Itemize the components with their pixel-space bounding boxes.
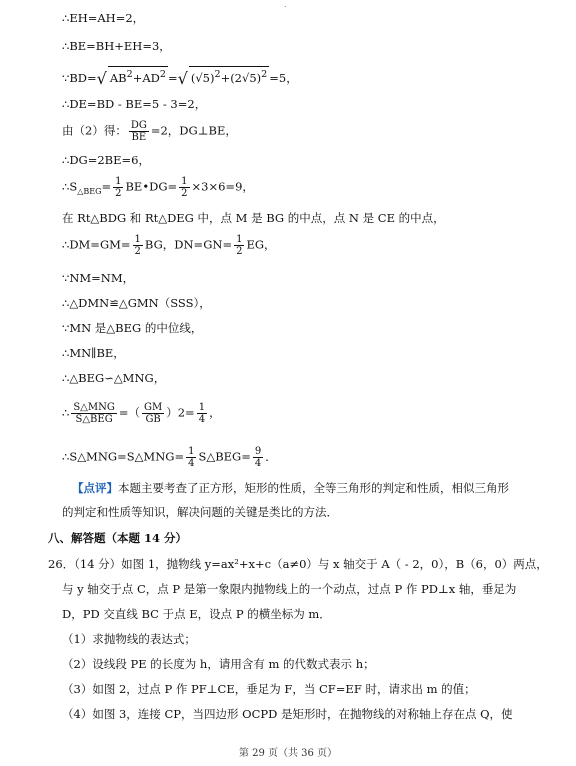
line-similar [62, 370, 536, 386]
text: ∴DE=BD - BE=5 - 3=2， [62, 97, 207, 111]
line-parallel [62, 345, 536, 361]
numerator: 1 [181, 176, 188, 187]
denominator: 4 [198, 414, 206, 425]
text: BG，DN=GN= [144, 237, 233, 252]
review-line-2 [62, 504, 536, 520]
line-be [62, 38, 536, 54]
sup: 2 [126, 69, 133, 80]
line-dg-ratio [62, 120, 536, 143]
text: +(2√5) [220, 70, 262, 85]
numerator: DG [130, 120, 147, 131]
section-title [48, 530, 536, 546]
line-de [62, 96, 536, 112]
q26-sub-1 [62, 631, 536, 647]
line-midpoints [62, 210, 536, 226]
line-nm [62, 270, 536, 286]
q26-line-1 [48, 556, 548, 572]
denominator: 4 [254, 458, 262, 469]
text: 由（2）得： [62, 123, 127, 138]
review-line-1 [72, 480, 536, 496]
fraction [113, 176, 123, 199]
text: （4）如图 3，连接 CP，当四边形 OCPD 是矩形时，在抛物线的对称轴上存在点 Q，使 [62, 707, 513, 721]
review-tag: 【点评】 [72, 481, 118, 495]
text: AB [109, 70, 127, 85]
text: ∵NM=NM， [62, 271, 135, 285]
text: =5， [269, 70, 298, 85]
numerator: 1 [198, 402, 206, 413]
line-bd [62, 66, 536, 87]
numerator: S△MNG [73, 402, 115, 413]
text: ∴ [62, 405, 70, 420]
sup: 2 [214, 69, 221, 80]
line-eh [62, 10, 536, 26]
text: S△BEG= [198, 449, 251, 464]
numerator: 1 [236, 234, 243, 245]
text: 的判定和性质等知识，解决问题的关键是类比的方法． [62, 505, 338, 519]
text: =（ [118, 405, 140, 420]
numerator: 1 [188, 446, 195, 457]
numerator: 9 [254, 446, 262, 457]
text: ×3×6=9， [191, 179, 254, 194]
line-midline [62, 320, 536, 336]
denominator: 2 [134, 246, 141, 257]
text: 在 Rt△BDG 和 Rt△DEG 中，点 M 是 BG 的中点，点 N 是 CE 的中点， [62, 211, 445, 225]
denominator: 2 [236, 246, 243, 257]
text: ∴△BEG∽△MNG， [62, 371, 166, 385]
text: =2，DG⊥BE， [150, 123, 237, 138]
text: 八、解答题（本题 14 分） [48, 531, 188, 545]
sqrt-body [189, 66, 269, 86]
sup: 2 [261, 69, 268, 80]
text: BE•DG= [125, 179, 178, 194]
page-footer: 第 29 页（共 36 页） [238, 748, 338, 759]
fraction [253, 446, 263, 469]
line-congruent [62, 295, 536, 311]
denominator: 2 [181, 188, 188, 199]
line-dg [62, 152, 536, 168]
fraction [142, 402, 164, 425]
text: ∵MN 是△BEG 的中位线， [62, 321, 203, 335]
q26-sub-3 [62, 681, 536, 697]
denominator: BE [131, 132, 147, 143]
numerator: 1 [134, 234, 141, 245]
fraction [179, 176, 189, 199]
denominator: S△BEG [75, 414, 113, 425]
q26-sub-2 [62, 656, 536, 672]
top-mark: . [284, 0, 287, 9]
text: EG， [246, 237, 276, 252]
text: ， [209, 405, 221, 420]
text: = [167, 70, 178, 85]
line-area-mng [62, 446, 536, 469]
text: ∴△DMN≌△GMN（SSS）， [62, 296, 211, 310]
text: (√5) [190, 70, 215, 85]
q26-sub-4 [62, 706, 536, 722]
text: ∴S [62, 179, 78, 194]
line-dm-gm [62, 234, 536, 257]
q26-line-2 [62, 581, 536, 597]
fraction [129, 120, 149, 143]
text: D，PD 交直线 BC 于点 E，设点 P 的横坐标为 m． [62, 607, 331, 621]
line-ratio [62, 402, 536, 425]
text: +AD [132, 70, 160, 85]
numerator: 1 [115, 176, 122, 187]
denominator: 4 [188, 458, 195, 469]
text: （2）设线段 PE 的长度为 h，请用含有 m 的代数式表示 h； [62, 657, 375, 671]
text: （3）如图 2，过点 P 作 PF⊥CE，垂足为 F，当 CF=EF 时，请求出 m 的值； [62, 682, 476, 696]
text: ∴BE=BH+EH=3， [62, 39, 171, 53]
text: ∴EH=AH=2， [62, 11, 145, 25]
numerator: GM [144, 402, 163, 413]
sqrt-sign: √ [177, 68, 188, 88]
sqrt-sign: √ [96, 68, 107, 88]
text: ． [265, 449, 277, 464]
sup: 2 [159, 69, 166, 80]
fraction [186, 446, 196, 469]
fraction [234, 234, 244, 257]
text: 本题主要考查了正方形，矩形的性质，全等三角形的判定和性质，相似三角形 [118, 481, 509, 495]
text: ∴DG=2BE=6， [62, 153, 150, 167]
text: ∴MN∥BE， [62, 346, 125, 360]
text: 26．（14 分）如图 1，抛物线 y=ax²+x+c（a≠0）与 x 轴交于 A（ - 2，0），B（6，0）两点， [48, 557, 548, 571]
line-area-beg [62, 176, 536, 200]
fraction [133, 234, 143, 257]
sqrt-body [108, 66, 168, 86]
denominator: GB [145, 414, 161, 425]
text: ∵BD= [62, 70, 97, 85]
text: （1）求抛物线的表达式； [62, 632, 196, 646]
text: 与 y 轴交于点 C，点 P 是第一象限内抛物线上的一个动点，过点 P 作 PD⊥x 轴，垂足为 [62, 582, 517, 596]
fraction [197, 402, 207, 425]
text: ∴S△MNG=S△MNG= [62, 449, 185, 464]
fraction [71, 402, 117, 425]
denominator: 2 [115, 188, 122, 199]
q26-line-3 [62, 606, 536, 622]
subscript: △BEG [77, 186, 102, 196]
text: = [101, 179, 112, 194]
text: ∴DM=GM= [62, 237, 131, 252]
text: ）2= [166, 405, 195, 420]
